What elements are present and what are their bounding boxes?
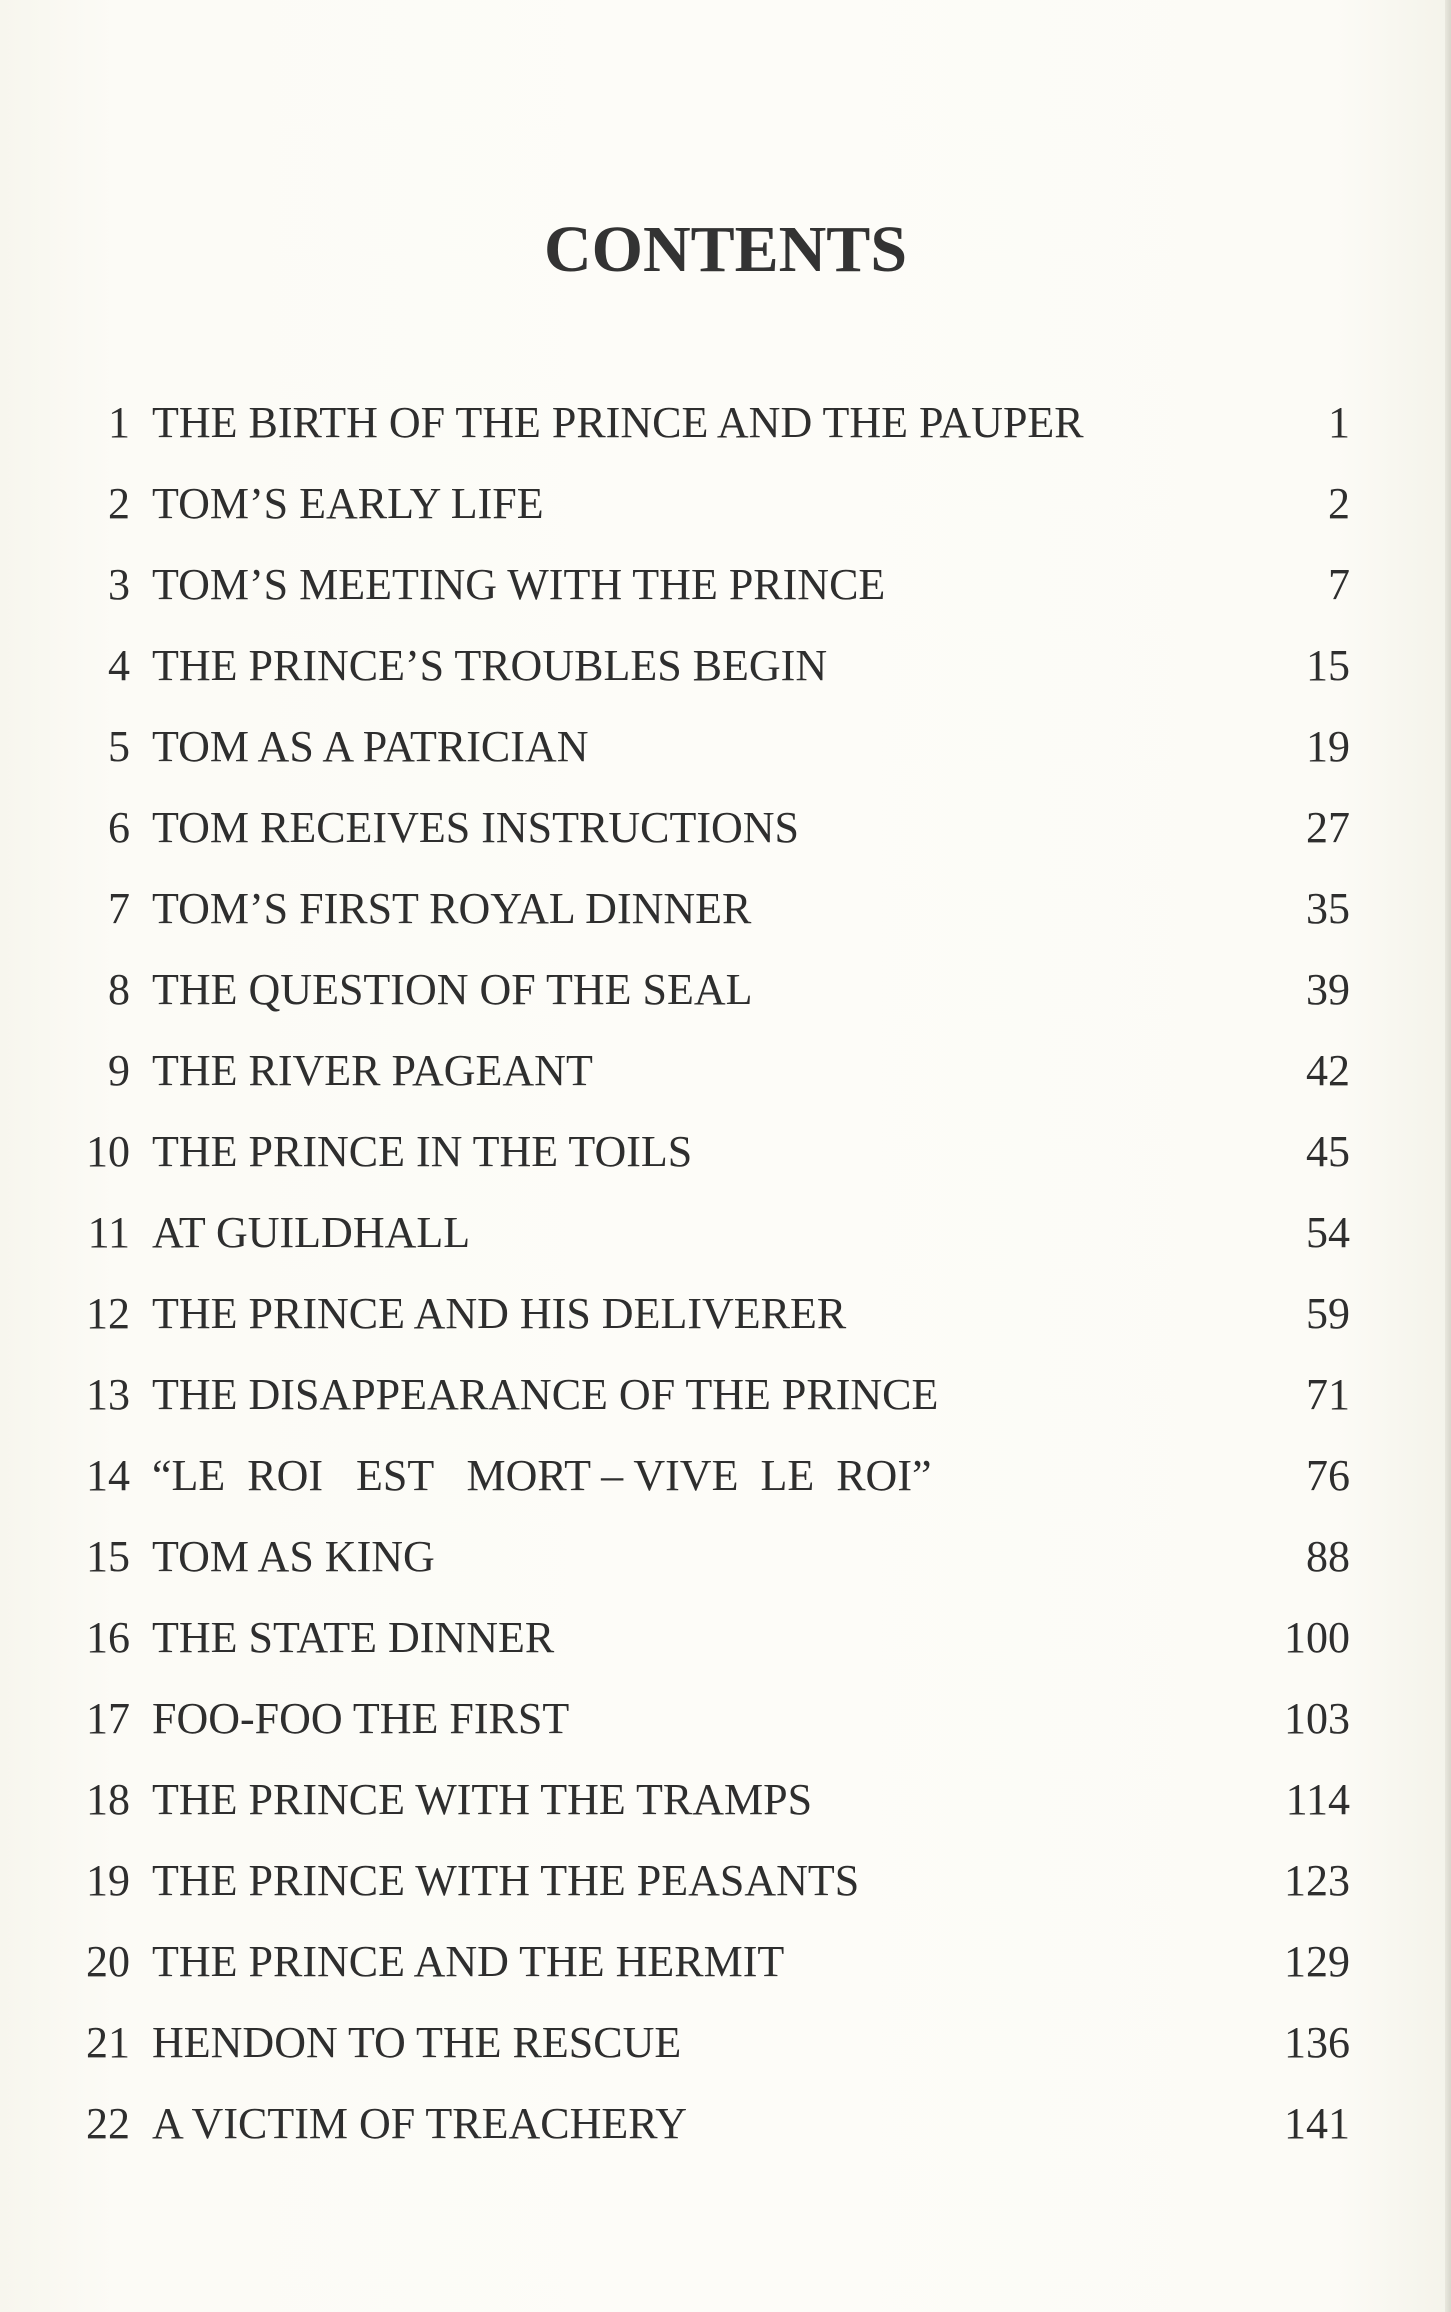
page-number: 45 xyxy=(1306,1127,1350,1176)
chapter-number: 3 xyxy=(108,560,130,609)
toc-entry xyxy=(80,2008,1350,2089)
chapter-number: 9 xyxy=(108,1046,130,1095)
page-title: CONTENTS xyxy=(543,213,908,286)
toc-entry xyxy=(80,1846,1350,1927)
chapter-title: “LE ROI EST MORT – VIVE LE ROI” xyxy=(152,1451,932,1500)
page-number: 42 xyxy=(1306,1046,1350,1095)
chapter-number: 4 xyxy=(108,641,130,690)
page-number: 123 xyxy=(1284,1856,1350,1905)
toc-entry xyxy=(80,469,1350,550)
page-number: 15 xyxy=(1306,641,1350,690)
chapter-title: THE RIVER PAGEANT xyxy=(152,1046,593,1095)
chapter-number: 14 xyxy=(86,1451,130,1500)
toc-entry xyxy=(80,550,1350,631)
page-number: 88 xyxy=(1306,1532,1350,1581)
chapter-title: TOM AS A PATRICIAN xyxy=(152,722,589,771)
toc-entry xyxy=(80,1522,1350,1603)
page-number: 39 xyxy=(1306,965,1350,1014)
page-edge xyxy=(1445,0,1451,2312)
chapter-number: 22 xyxy=(86,2099,130,2148)
chapter-number: 8 xyxy=(108,965,130,1014)
toc-entry xyxy=(80,388,1350,469)
toc-entry xyxy=(80,712,1350,793)
chapter-number: 6 xyxy=(108,803,130,852)
page-number: 7 xyxy=(1328,560,1350,609)
toc-entry xyxy=(80,1198,1350,1279)
chapter-number: 13 xyxy=(86,1370,130,1419)
page-number: 54 xyxy=(1306,1208,1350,1257)
toc-entry xyxy=(80,631,1350,712)
chapter-title: AT GUILDHALL xyxy=(152,1208,471,1257)
chapter-title: THE PRINCE WITH THE TRAMPS xyxy=(152,1775,813,1824)
chapter-title: THE PRINCE IN THE TOILS xyxy=(152,1127,693,1176)
chapter-title: FOO-FOO THE FIRST xyxy=(152,1694,570,1743)
chapter-number: 12 xyxy=(86,1289,130,1338)
page-number: 103 xyxy=(1284,1694,1350,1743)
page-number: 2 xyxy=(1328,479,1350,528)
page-number: 129 xyxy=(1284,1937,1350,1986)
chapter-title: THE PRINCE WITH THE PEASANTS xyxy=(152,1856,860,1905)
chapter-number: 2 xyxy=(108,479,130,528)
toc-entry xyxy=(80,1684,1350,1765)
chapter-number: 11 xyxy=(87,1208,130,1257)
chapter-title: THE QUESTION OF THE SEAL xyxy=(152,965,753,1014)
toc-entry xyxy=(80,1036,1350,1117)
page-number: 35 xyxy=(1306,884,1350,933)
chapter-number: 21 xyxy=(86,2018,130,2067)
page-number: 136 xyxy=(1284,2018,1350,2067)
chapter-title: TOM’S EARLY LIFE xyxy=(152,479,544,528)
chapter-title: TOM RECEIVES INSTRUCTIONS xyxy=(152,803,800,852)
chapter-number: 15 xyxy=(86,1532,130,1581)
page-number: 71 xyxy=(1306,1370,1350,1419)
contents-list xyxy=(80,388,1350,2170)
chapter-title: TOM’S MEETING WITH THE PRINCE xyxy=(152,560,886,609)
toc-entry xyxy=(80,1117,1350,1198)
chapter-number: 18 xyxy=(86,1775,130,1824)
chapter-title: THE PRINCE’S TROUBLES BEGIN xyxy=(152,641,828,690)
toc-entry xyxy=(80,1603,1350,1684)
toc-entry xyxy=(80,1765,1350,1846)
page-number: 1 xyxy=(1328,398,1350,447)
chapter-number: 20 xyxy=(86,1937,130,1986)
toc-entry xyxy=(80,1927,1350,2008)
toc-entry xyxy=(80,1441,1350,1522)
chapter-number: 1 xyxy=(108,398,130,447)
chapter-number: 7 xyxy=(108,884,130,933)
page-number: 19 xyxy=(1306,722,1350,771)
chapter-title: TOM AS KING xyxy=(152,1532,435,1581)
page-number: 141 xyxy=(1284,2099,1350,2148)
chapter-title: A VICTIM OF TREACHERY xyxy=(152,2099,688,2148)
chapter-title: THE PRINCE AND HIS DELIVERER xyxy=(152,1289,847,1338)
chapter-number: 10 xyxy=(86,1127,130,1176)
toc-entry xyxy=(80,793,1350,874)
toc-entry xyxy=(80,1360,1350,1441)
chapter-number: 19 xyxy=(86,1856,130,1905)
chapter-title: THE BIRTH OF THE PRINCE AND THE PAUPER xyxy=(152,398,1084,447)
chapter-number: 16 xyxy=(86,1613,130,1662)
chapter-number: 17 xyxy=(86,1694,130,1743)
chapter-title: HENDON TO THE RESCUE xyxy=(152,2018,682,2067)
toc-entry xyxy=(80,955,1350,1036)
chapter-title: THE STATE DINNER xyxy=(152,1613,555,1662)
toc-entry xyxy=(80,2089,1350,2170)
chapter-title: THE DISAPPEARANCE OF THE PRINCE xyxy=(152,1370,939,1419)
toc-entry xyxy=(80,1279,1350,1360)
page-number: 114 xyxy=(1285,1775,1350,1824)
page-number: 100 xyxy=(1284,1613,1350,1662)
page-number: 59 xyxy=(1306,1289,1350,1338)
chapter-number: 5 xyxy=(108,722,130,771)
toc-entry xyxy=(80,874,1350,955)
page-number: 27 xyxy=(1306,803,1350,852)
chapter-title: THE PRINCE AND THE HERMIT xyxy=(152,1937,785,1986)
chapter-title: TOM’S FIRST ROYAL DINNER xyxy=(152,884,752,933)
page-number: 76 xyxy=(1306,1451,1350,1500)
